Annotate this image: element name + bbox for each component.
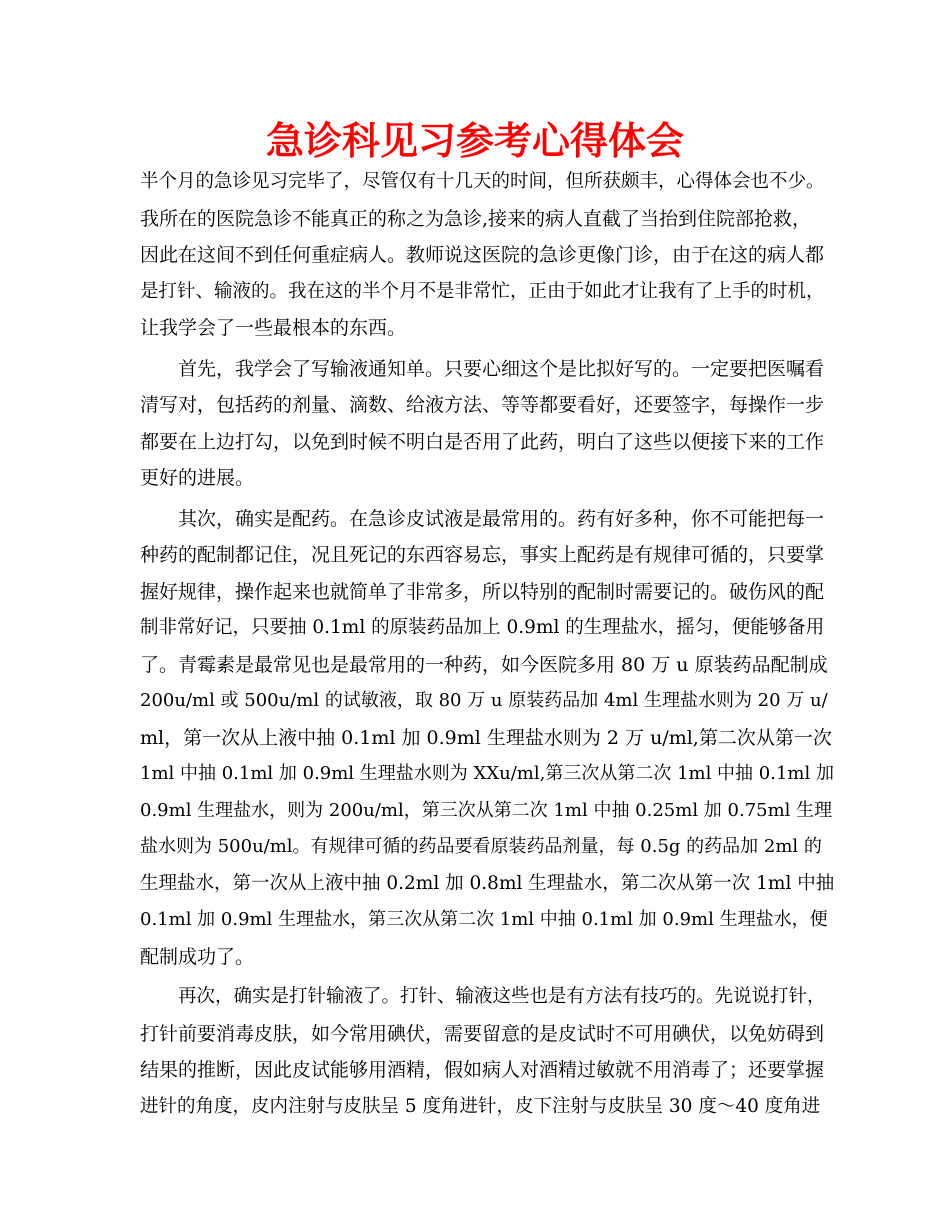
document-title: 急诊科见习参考心得体会 xyxy=(265,119,684,163)
paragraph-line: 制非常好记，只要抽 0.1ml 的原装药品加上 0.9ml 的生理盐水，摇匀，便能够备用 xyxy=(140,617,825,638)
paragraph-line: 首先，我学会了写输液通知单。只要心细这个是比拟好写的。一定要把医嘱看 xyxy=(178,357,825,380)
paragraph-line: 是打针、输液的。我在这的半个月不是非常忙，正由于如此才让我有了上手的时机， xyxy=(140,280,825,302)
paragraph-line: 打针前要消毒皮肤，如今常用碘伏，需要留意的是皮试时不可用碘伏，以免妨碍到 xyxy=(140,1022,825,1045)
paragraph-line: 了。青霉素是最常见也是最常用的一种药，如今医院多用 80 万 u 原装药品配制成 xyxy=(140,653,828,676)
paragraph-line: 结果的推断，因此皮试能够用酒精，假如病人对酒精过敏就不用消毒了；还要掌握 xyxy=(140,1059,825,1081)
paragraph-line: ml，第一次从上液中抽 0.1ml 加 0.9ml 生理盐水则为 2 万 u/ml,第二次从第一次 xyxy=(140,726,832,749)
paragraph-line: 都要在上边打勾，以免到时候不明白是否用了此药，明白了这些以便接下来的工作 xyxy=(140,430,825,453)
paragraph-line: 生理盐水，第一次从上液中抽 0.2ml 加 0.8ml 生理盐水，第二次从第一次 1ml 中抽 xyxy=(140,872,835,894)
paragraph-line: 因此在这间不到任何重症病人。教师说这医院的急诊更像门诊，由于在这的病人都 xyxy=(140,244,825,266)
paragraph-line: 让我学会了一些最根本的东西。 xyxy=(140,317,407,339)
paragraph-line: 更好的进展。 xyxy=(140,467,255,489)
paragraph-line: 1ml 中抽 0.1ml 加 0.9ml 生理盐水则为 XXu/ml,第三次从第二次 1ml 中抽 0.1ml 加 xyxy=(140,763,834,784)
paragraph-line: 盐水则为 500u/ml。有规律可循的药品要看原装药品剂量，每 0.5g 的药品加 2ml 的 xyxy=(140,836,822,857)
paragraph-line: 配制成功了。 xyxy=(140,945,255,968)
paragraph-line: 清写对，包括药的剂量、滴数、给液方法、等等都要看好，还要签字，每操作一步 xyxy=(140,394,825,416)
paragraph-line: 种药的配制都记住，况且死记的东西容易忘，事实上配药是有规律可循的，只要掌 xyxy=(140,544,825,566)
paragraph-line: 0.1ml 加 0.9ml 生理盐水，第三次从第二次 1ml 中抽 0.1ml 加 0.9ml 生理盐水，便 xyxy=(140,909,828,930)
paragraph-line: 其次，确实是配药。在急诊皮试液是最常用的。药有好多种，你不可能把每一 xyxy=(178,507,825,530)
paragraph-line: 再次，确实是打针输液了。打针、输液这些也是有方法有技巧的。先说说打针， xyxy=(178,986,826,1007)
paragraph-line: 进针的角度，皮内注射与皮肤呈 5 度角进针，皮下注射与皮肤呈 30 度～40 度角进 xyxy=(140,1095,821,1117)
paragraph-1 xyxy=(140,164,835,347)
paragraph-2 xyxy=(140,351,835,497)
paragraph-line: 我所在的医院急诊不能真正的称之为急诊,接来的病人直截了当抬到住院部抢救， xyxy=(140,207,812,230)
paragraph-line: 0.9ml 生理盐水，则为 200u/ml，第三次从第二次 1ml 中抽 0.25ml 加 0.75ml 生理 xyxy=(140,799,833,821)
paragraph-line: 握好规律，操作起来也就简单了非常多，所以特别的配制时需要记的。破伤风的配 xyxy=(140,580,825,603)
paragraph-4 xyxy=(140,979,835,1125)
paragraph-line: 半个月的急诊见习完毕了，尽管仅有十几天的时间，但所获颇丰，心得体会也不少。 xyxy=(140,171,825,192)
document-body xyxy=(140,164,835,1125)
paragraph-3 xyxy=(140,501,835,976)
paragraph-line: 200u/ml 或 500u/ml 的试敏液，取 80 万 u 原装药品加 4ml 生理盐水则为 20 万 u/ xyxy=(140,690,828,711)
